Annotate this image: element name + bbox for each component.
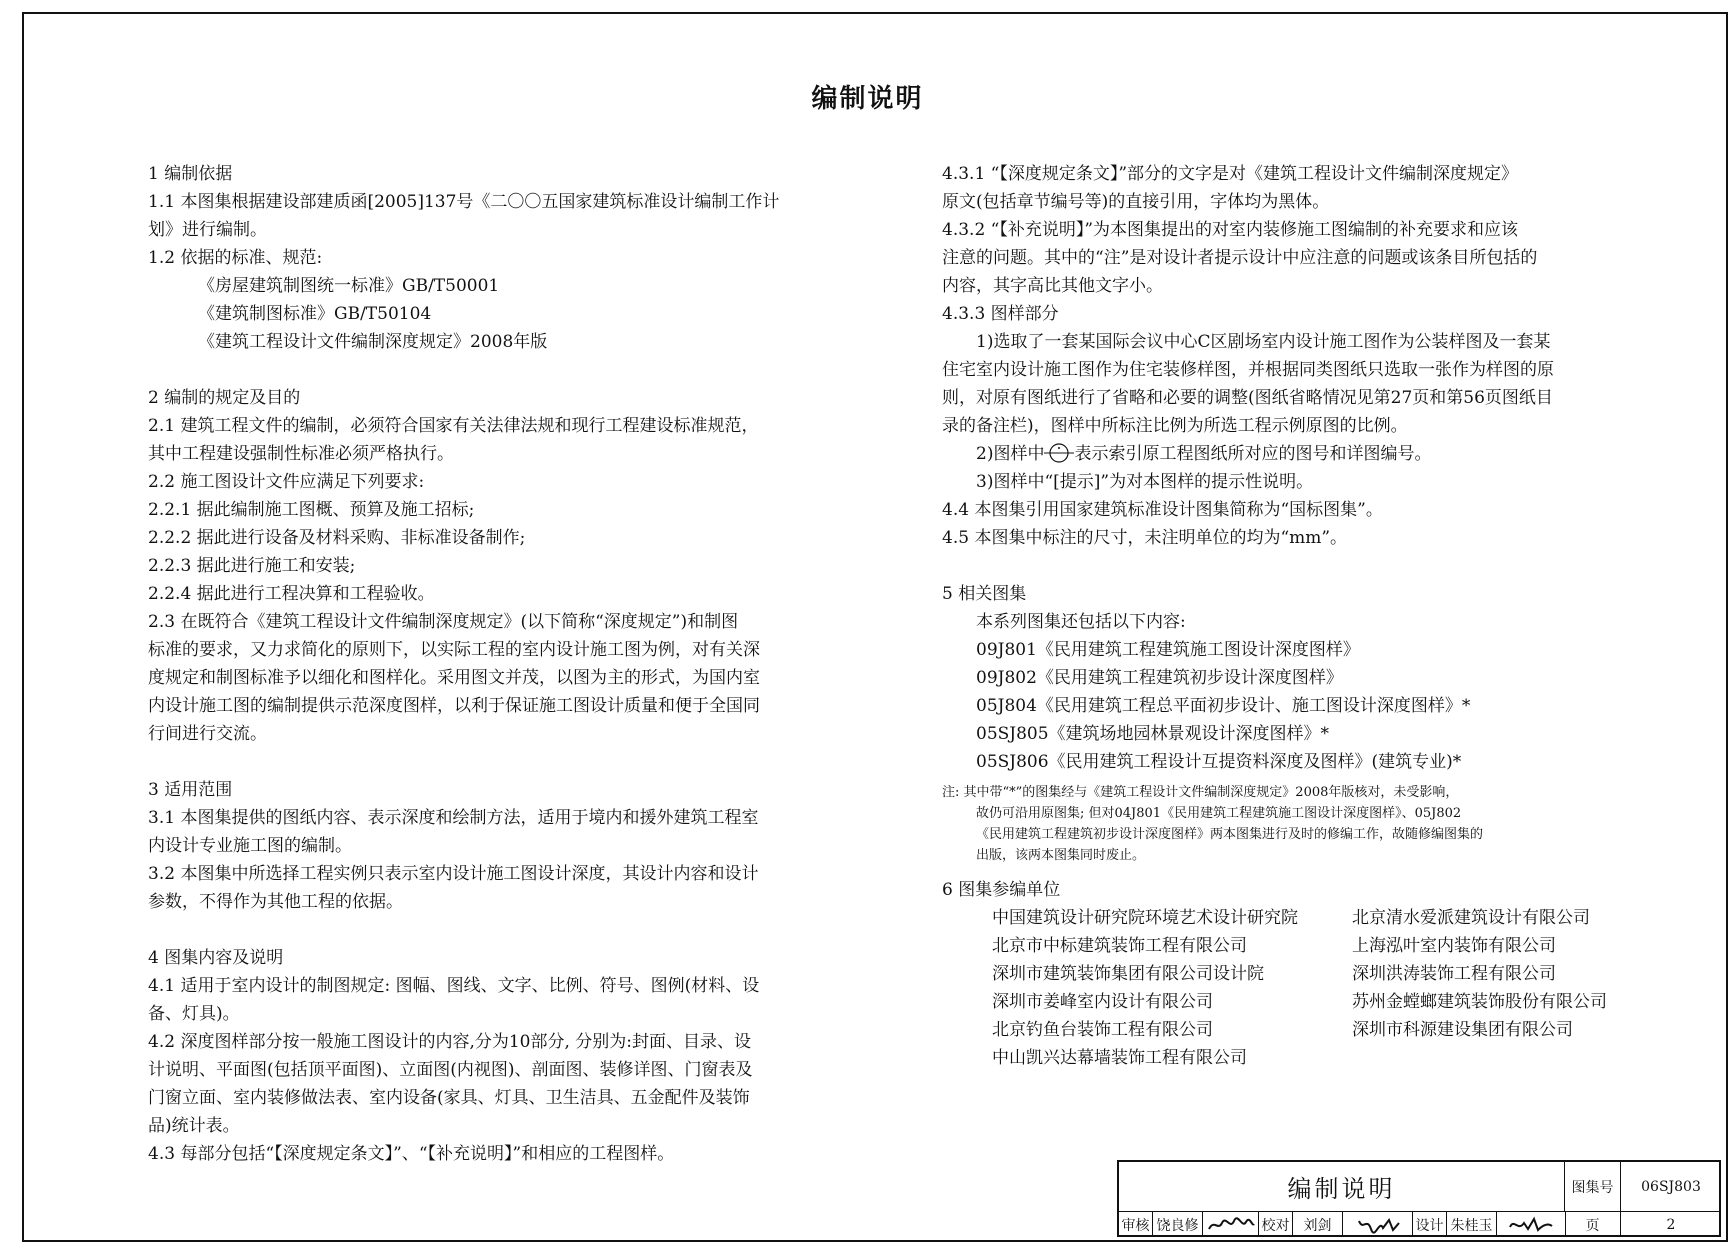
paragraph-gap (148, 916, 838, 944)
participating-unit: 苏州金螳螂建筑装饰股份有限公司 (1352, 992, 1607, 1012)
text-line: 05SJ806《民用建筑工程设计互提资料深度及图样》(建筑专业)* (976, 752, 1462, 772)
page-label: 页 (1565, 1212, 1621, 1237)
participating-unit: 深圳洪涛装饰工程有限公司 (1352, 964, 1556, 984)
text-line: 内容，其字高比其他文字小。 (942, 276, 1163, 296)
text-line: 计说明、平面图(包括顶平面图)、立面图(内视图)、剖面图、装修详图、门窗表及 (148, 1060, 753, 1080)
title-block (1117, 1160, 1721, 1237)
text-line: 《房屋建筑制图统一标准》GB/T50001 (198, 276, 500, 296)
text-line: 2 编制的规定及目的 (148, 388, 301, 408)
text-line: 3.1 本图集提供的图纸内容、表示深度和绘制方法，适用于境内和援外建筑工程室 (148, 808, 759, 828)
text-line: 3)图样中“[提示]”为对本图样的提示性说明。 (976, 472, 1314, 492)
text-line: 4.2 深度图样部分按一般施工图设计的内容,分为10部分, 分别为:封面、目录、设 (148, 1032, 752, 1052)
text-line: 品)统计表。 (148, 1116, 240, 1136)
text-line: 05SJ805《建筑场地园林景观设计深度图样》* (976, 724, 1330, 744)
participating-unit: 北京市中标建筑装饰工程有限公司 (992, 936, 1247, 956)
text-line: 门窗立面、室内装修做法表、室内设备(家具、灯具、卫生洁具、五金配件及装饰 (148, 1088, 750, 1108)
text-line: 09J802《民用建筑工程建筑初步设计深度图样》 (976, 668, 1343, 688)
review-label: 审核 (1119, 1212, 1153, 1237)
text-line: 《建筑制图标准》GB/T50104 (198, 304, 432, 324)
participating-unit: 北京钓鱼台装饰工程有限公司 (992, 1020, 1213, 1040)
text-line: 4.5 本图集中标注的尺寸，未注明单位的均为“mm”。 (942, 528, 1348, 548)
footnote-block (942, 782, 1632, 866)
page-number: 2 (1666, 1216, 1676, 1233)
text-line: 标准的要求，又力求简化的原则下，以实际工程的室内设计施工图为例，对有关深 (148, 640, 760, 660)
text-line: 原文(包括章节编号等)的直接引用，字体均为黑体。 (942, 192, 1330, 212)
text-line: 划》进行编制。 (148, 220, 267, 240)
text-line: 2.2.4 据此进行工程决算和工程验收。 (148, 584, 435, 604)
text-line: 4.1 适用于室内设计的制图规定: 图幅、图线、文字、比例、符号、图例(材料、设 (148, 976, 760, 996)
text-line: 内设计专业施工图的编制。 (148, 836, 352, 856)
text-line: 《民用建筑工程建筑初步设计深度图样》两本图集进行及时的修编工作，故随修编图集的 (976, 827, 1484, 842)
text-line: 其中工程建设强制性标准必须严格执行。 (148, 444, 454, 464)
text-line: 4.3.1 “【深度规定条文】”部分的文字是对《建筑工程设计文件编制深度规定》 (942, 164, 1519, 184)
text-line: 1.1 本图集根据建设部建质函[2005]137号《二〇〇五国家建筑标准设计编制工作计 (148, 192, 780, 212)
participating-unit: 深圳市建筑装饰集团有限公司设计院 (992, 964, 1264, 984)
text-line: 2.1 建筑工程文件的编制，必须符合国家有关法律法规和现行工程建设标准规范， (148, 416, 759, 436)
text-line: 出版，该两本图集同时废止。 (976, 848, 1146, 863)
set-number-label: 图集号 (1565, 1162, 1621, 1212)
text-line: 1 编制依据 (148, 164, 233, 184)
paragraph-gap (148, 748, 838, 776)
participating-unit: 中山凯兴达幕墙装饰工程有限公司 (992, 1048, 1247, 1068)
participating-unit: 北京清水爱派建筑设计有限公司 (1352, 908, 1590, 928)
text-line: 4.3.3 图样部分 (942, 304, 1059, 324)
paragraph-gap (942, 552, 1632, 580)
design-name: 朱桂玉 (1447, 1212, 1497, 1237)
set-number-value: 06SJ803 (1621, 1162, 1721, 1212)
text-line: 4.4 本图集引用国家建筑标准设计图集简称为“国标图集”。 (942, 500, 1383, 520)
design-signature (1497, 1212, 1565, 1237)
text-line: 录的备注栏)，图样中所标注比例为所选工程示例原图的比例。 (942, 416, 1408, 436)
participating-unit: 中国建筑设计研究院环境艺术设计研究院 (992, 908, 1298, 928)
text-line: 4.3.2 “【补充说明】”为本图集提出的对室内装修施工图编制的补充要求和应该 (942, 220, 1519, 240)
text-line: 《建筑工程设计文件编制深度规定》2008年版 (198, 332, 548, 352)
text-line: 内设计施工图的编制提供示范深度图样，以利于保证施工图设计质量和便于全国同 (148, 696, 760, 716)
text-line: 住宅室内设计施工图作为住宅装修样图，并根据同类图纸只选取一张作为样图的原 (942, 360, 1554, 380)
index-symbol-line (942, 440, 1632, 468)
symbol-line-after: 表示索引原工程图纸所对应的图号和详图编号。 (1074, 444, 1432, 464)
symbol-line-before: 2)图样中 (976, 444, 1045, 464)
participating-unit: 深圳市科源建设集团有限公司 (1352, 1020, 1573, 1040)
text-line: 4 图集内容及说明 (148, 948, 284, 968)
text-line: 故仍可沿用原图集; 但对04J801《民用建筑工程建筑施工图设计深度图样》、05J802 (976, 806, 1462, 821)
check-signature (1343, 1212, 1413, 1237)
right-column (942, 160, 1632, 1072)
participating-units (942, 904, 1632, 1072)
participating-unit: 上海泓叶室内装饰有限公司 (1352, 936, 1556, 956)
text-line: 行间进行交流。 (148, 724, 267, 744)
paragraph-gap (148, 356, 838, 384)
text-line: 1.2 依据的标准、规范: (148, 248, 323, 268)
design-label: 设计 (1413, 1212, 1447, 1237)
text-line: 注意的问题。其中的“注”是对设计者提示设计中应注意的问题或该条目所包括的 (942, 248, 1538, 268)
title-block-title: 编制说明 (1119, 1162, 1565, 1212)
text-line: 3.2 本图集中所选择工程实例只表示室内设计施工图设计深度，其设计内容和设计 (148, 864, 759, 884)
index-circle-icon (1044, 443, 1074, 463)
signature-row (1119, 1212, 1566, 1237)
text-line: 09J801《民用建筑工程建筑施工图设计深度图样》 (976, 640, 1360, 660)
text-line: 本系列图集还包括以下内容: (976, 612, 1186, 632)
left-column (148, 160, 838, 1168)
text-line: 注: 其中带“*”的图集经与《建筑工程设计文件编制深度规定》2008年版核对，未受影响， (942, 785, 1459, 800)
text-line: 则，对原有图纸进行了省略和必要的调整(图纸省略情况见第27页和第56页图纸目 (942, 388, 1553, 408)
text-line: 2.3 在既符合《建筑工程设计文件编制深度规定》(以下简称“深度规定”)和制图 (148, 612, 739, 632)
review-signature (1203, 1212, 1259, 1237)
check-name: 刘剑 (1293, 1212, 1343, 1237)
text-line: 2.2 施工图设计文件应满足下列要求: (148, 472, 425, 492)
text-line: 备、灯具)。 (148, 1004, 240, 1024)
text-line: 5 相关图集 (942, 584, 1027, 604)
review-name: 饶良修 (1153, 1212, 1203, 1237)
participating-unit (1352, 1044, 1652, 1072)
check-label: 校对 (1259, 1212, 1293, 1237)
text-line: 2.2.3 据此进行施工和安装; (148, 556, 356, 576)
text-line: 05J804《民用建筑工程总平面初步设计、施工图设计深度图样》* (976, 696, 1471, 716)
participating-unit: 深圳市姜峰室内设计有限公司 (992, 992, 1213, 1012)
text-line: 度规定和制图标准予以细化和图样化。采用图文并茂，以图为主的形式，为国内室 (148, 668, 760, 688)
section-heading: 6 图集参编单位 (942, 880, 1061, 900)
right-column-part-b (942, 468, 1632, 776)
page-title: 编制说明 (811, 84, 924, 114)
text-line: 1)选取了一套某国际会议中心C区剧场室内设计施工图作为公装样图及一套某 (976, 332, 1551, 352)
text-line: 参数，不得作为其他工程的依据。 (148, 892, 403, 912)
text-line: 4.3 每部分包括“【深度规定条文】”、“【补充说明】”和相应的工程图样。 (148, 1144, 675, 1164)
text-line: 3 适用范围 (148, 780, 233, 800)
text-line: 2.2.1 据此编制施工图概、预算及施工招标; (148, 500, 475, 520)
right-column-part-a (942, 160, 1632, 440)
text-line: 2.2.2 据此进行设备及材料采购、非标准设备制作; (148, 528, 526, 548)
